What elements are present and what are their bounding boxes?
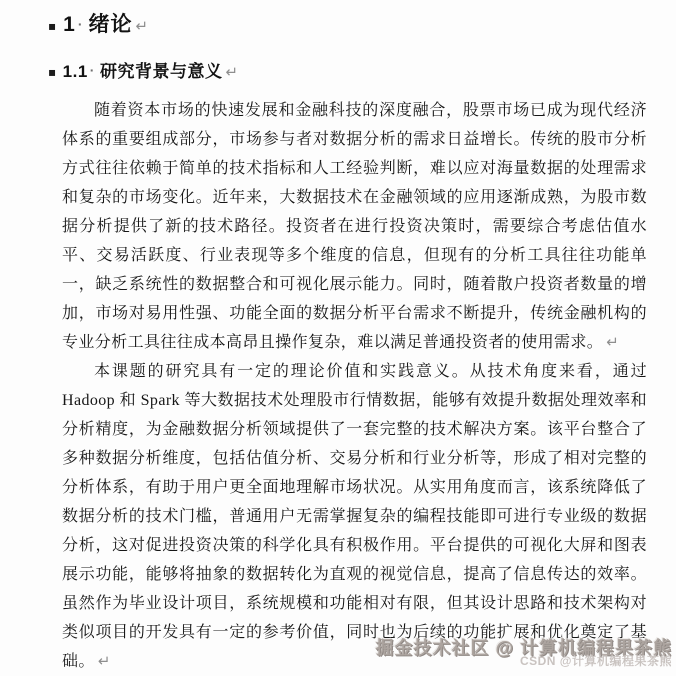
heading-section-title: 研究背景与意义 xyxy=(99,62,223,81)
paragraph-mark-icon: ↵ xyxy=(135,17,150,35)
paragraph-text: 本课题的研究具有一定的理论价值和实践意义。从技术角度来看，通过 Hadoop 和 Spark 等大数据技术处理股市行情数据，能够有效提升数据处理效率和分析精度，为金融数据分析领域提供了一套完整的技术解决方案。该平台整合了多种数据分析维度，包括估值分析、交易分析和行业分析等，形成了相对完整的分析体系，有助于用户更全面地理解市场状况。从实用角度而言，该系统降低了数据分析的技术门槛，普通用户无需掌握复杂的编程技能即可进行专业级的数据分析，这对促进投资决策的科学化具有积极作用。平台提供的可视化大屏和图表展示功能，能够将抽象的数据转化为直观的视觉信息，提高了信息传达的效率。虽然作为毕业设计项目，系统规模和功能相对有限，但其设计思路和技术架构对类似项目的开发具有一定的参考价值，同时也为后续的功能扩展和优化奠定了基础。 xyxy=(62,363,647,670)
heading-chapter xyxy=(48,8,647,42)
watermark-juejin-line: 掘金技术社区 @ 计算机编程果茶熊 xyxy=(375,637,672,658)
heading-chapter-number: 1 xyxy=(63,13,76,36)
outline-square-icon: ▪ xyxy=(48,65,57,79)
outline-square-icon: ▪ xyxy=(48,19,58,33)
paragraph-mark-icon: ↵ xyxy=(225,63,239,81)
paragraph-mark-icon: ↵ xyxy=(606,333,620,351)
paragraph-text: 随着资本市场的快速发展和金融科技的深度融合，股票市场已成为现代经济体系的重要组成部分，市场参与者对数据分析的需求日益增长。传统的股市分析方式往往依赖于简单的技术指标和人工经验判断，难以应对海量数据的处理需求和复杂的市场变化。近年来，大数据技术在金融领域的应用逐渐成熟，为股市数据分析提供了新的技术路径。投资者在进行投资决策时，需要综合考虑估值水平、交易活跃度、行业表现等多个维度的信息，但现有的分析工具往往功能单一，缺乏系统性的数据整合和可视化展示能力。同时，随着散户投资者数量的增加，市场对易用性强、功能全面的数据分析平台需求不断提升，传统金融机构的专业分析工具往往成本高昂且操作复杂，难以满足普通投资者的使用需求。 xyxy=(62,102,647,351)
paragraph-significance xyxy=(62,357,647,676)
space-mark-icon: · xyxy=(77,16,84,32)
heading-chapter-title: 绪论 xyxy=(88,13,133,36)
paragraph-background xyxy=(62,96,647,357)
heading-section xyxy=(48,58,647,84)
paragraph-mark-icon: ↵ xyxy=(97,652,111,670)
heading-section-number: 1.1 xyxy=(62,62,88,81)
space-mark-icon: · xyxy=(89,62,95,78)
watermark-csdn-line: CSDN @计算机编程果茶熊 xyxy=(519,654,672,669)
